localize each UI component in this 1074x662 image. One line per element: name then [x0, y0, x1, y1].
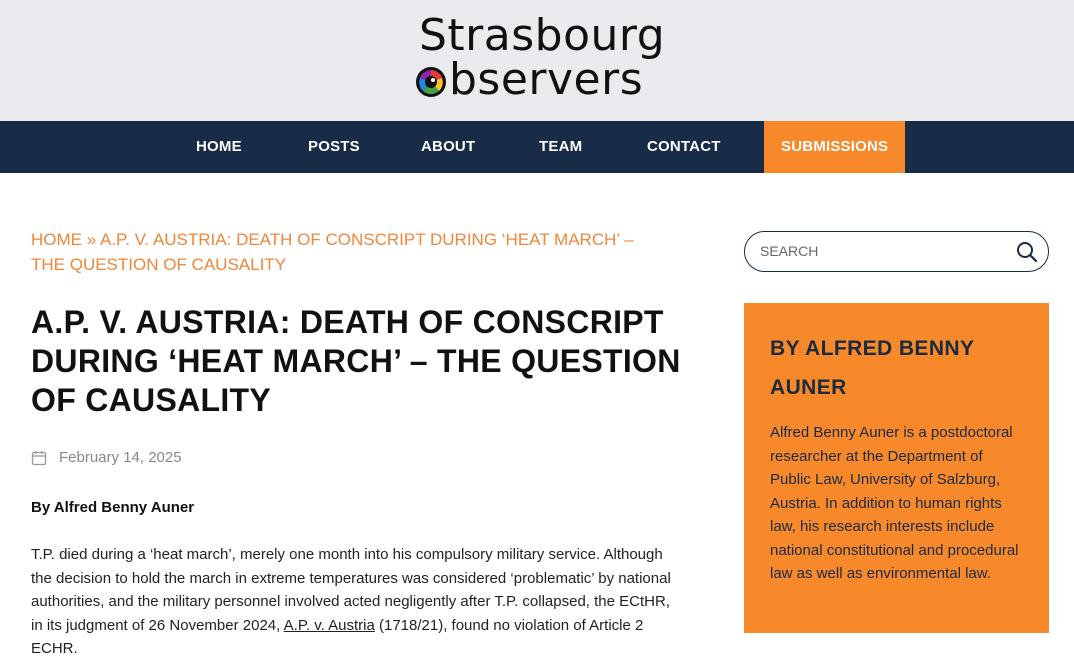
- search-box: [744, 231, 1049, 272]
- eye-logo-icon: [415, 66, 447, 98]
- logo-text-line2: bservers: [449, 53, 644, 105]
- nav-contact[interactable]: CONTACT: [647, 138, 721, 155]
- breadcrumb-separator: »: [86, 230, 97, 249]
- main-nav: [0, 121, 1074, 173]
- breadcrumb: [31, 227, 671, 277]
- author-title: BY ALFRED BENNY AUNER: [770, 337, 974, 399]
- article-date: February 14, 2025: [59, 449, 182, 466]
- logo-line2: [415, 54, 643, 104]
- nav-team[interactable]: TEAM: [539, 138, 583, 155]
- case-link[interactable]: A.P. v. Austria: [283, 616, 375, 634]
- nav-about[interactable]: ABOUT: [421, 138, 476, 155]
- author-box: [744, 303, 1049, 633]
- site-logo[interactable]: [415, 10, 675, 110]
- nav-posts[interactable]: POSTS: [308, 138, 360, 155]
- logo-text-line1: Strasbourg: [419, 10, 666, 61]
- article-title: A.P. V. AUSTRIA: DEATH OF CONSCRIPT DURING ‘HEAT MARCH’ – THE QUESTION OF CAUSALITY: [31, 304, 681, 418]
- article-date-row: [31, 449, 182, 466]
- nav-home[interactable]: HOME: [196, 138, 242, 155]
- article-byline: By Alfred Benny Auner: [31, 499, 195, 516]
- article-paragraph: [31, 543, 681, 661]
- nav-submissions[interactable]: SUBMISSIONS: [764, 121, 905, 173]
- site-header: [0, 0, 1074, 121]
- breadcrumb-home-link[interactable]: HOME: [31, 230, 82, 249]
- paragraph-text-start: T.P. died during a ‘heat march’, merely one month into his compulsory military service. Although the decision to hold the march in extreme temperatures was considered ‘problematic’ by national authorities, and the military personnel involved acted negligently after T.P. collapsed, the ECtHR, in its judgment of 26 November 2024,: [31, 546, 671, 634]
- search-icon[interactable]: [1016, 241, 1038, 263]
- author-bio: Alfred Benny Auner is a postdoctoral researcher at the Department of Public Law, University of Salzburg, Austria. In addition to human rights law, his research interests include national constitutional and procedural law as well as environmental law.: [770, 424, 1019, 582]
- breadcrumb-current: A.P. V. AUSTRIA: DEATH OF CONSCRIPT DURING ‘HEAT MARCH’ – THE QUESTION OF CAUSALITY: [31, 230, 634, 274]
- calendar-icon: [31, 450, 47, 466]
- search-input[interactable]: [760, 240, 1000, 262]
- paragraph-text-end: (1718/21), found no violation of Article 2 ECHR.: [31, 616, 644, 657]
